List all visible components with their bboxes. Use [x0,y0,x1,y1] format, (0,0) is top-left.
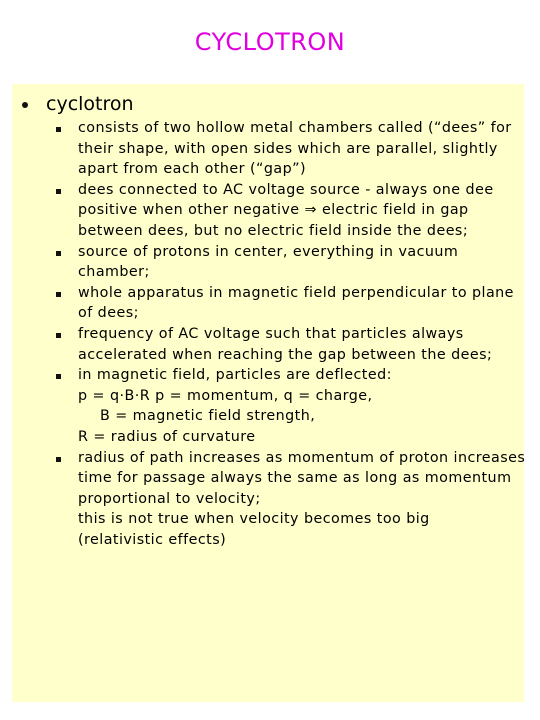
formula-line: R = radius of curvature [78,428,256,445]
square-bullet-icon [56,374,61,379]
square-bullet-icon [56,292,61,297]
item-line: (relativistic effects) [78,531,227,548]
square-bullet-icon [56,189,61,194]
main-bullet-label: cyclotron [46,93,134,115]
list-item [56,448,526,551]
item-line: whole apparatus in magnetic field perpendicular to plane [78,284,514,301]
list-item [56,180,522,242]
list-item [56,324,522,365]
item-line: apart from each other (“gap”) [78,161,307,178]
item-line: of dees; [78,305,139,322]
sub-bullet-list [56,118,526,550]
item-line: their shape, with open sides which are parallel, slightly [78,140,498,157]
item-line: accelerated when reaching the gap between the dees; [78,346,493,363]
formula-line: p = q·B·R p = momentum, q = charge, [78,387,373,404]
item-line: proportional to velocity; [78,490,261,507]
item-line: consists of two hollow metal chambers called (“dees” for [78,120,512,136]
square-bullet-icon [56,333,61,338]
list-item [56,365,522,447]
item-line: between dees, but no electric field inside the dees; [78,222,469,239]
circle-bullet-icon [22,102,28,108]
item-line: time for passage always the same as long as momentum [78,470,512,487]
list-item [56,283,522,324]
item-line: this is not true when velocity becomes too big [78,511,430,528]
slide-title: CYCLOTRON [194,28,346,56]
square-bullet-icon [56,127,61,132]
item-line: positive when other negative ⇒ electric field in gap [78,202,469,219]
item-line: radius of path increases as momentum of proton increases [78,449,526,466]
item-line: source of protons in center, everything in vacuum [78,243,459,260]
formula-line: B = magnetic field strength, [100,408,316,425]
item-line: chamber; [78,264,150,281]
item-line: in magnetic field, particles are deflected: [78,367,392,384]
item-line: dees connected to AC voltage source - always one dee [78,181,494,198]
list-item [56,118,522,180]
list-item [56,242,522,283]
square-bullet-icon [56,457,61,462]
item-line: frequency of AC voltage such that particles always [78,325,464,342]
square-bullet-icon [56,251,61,256]
